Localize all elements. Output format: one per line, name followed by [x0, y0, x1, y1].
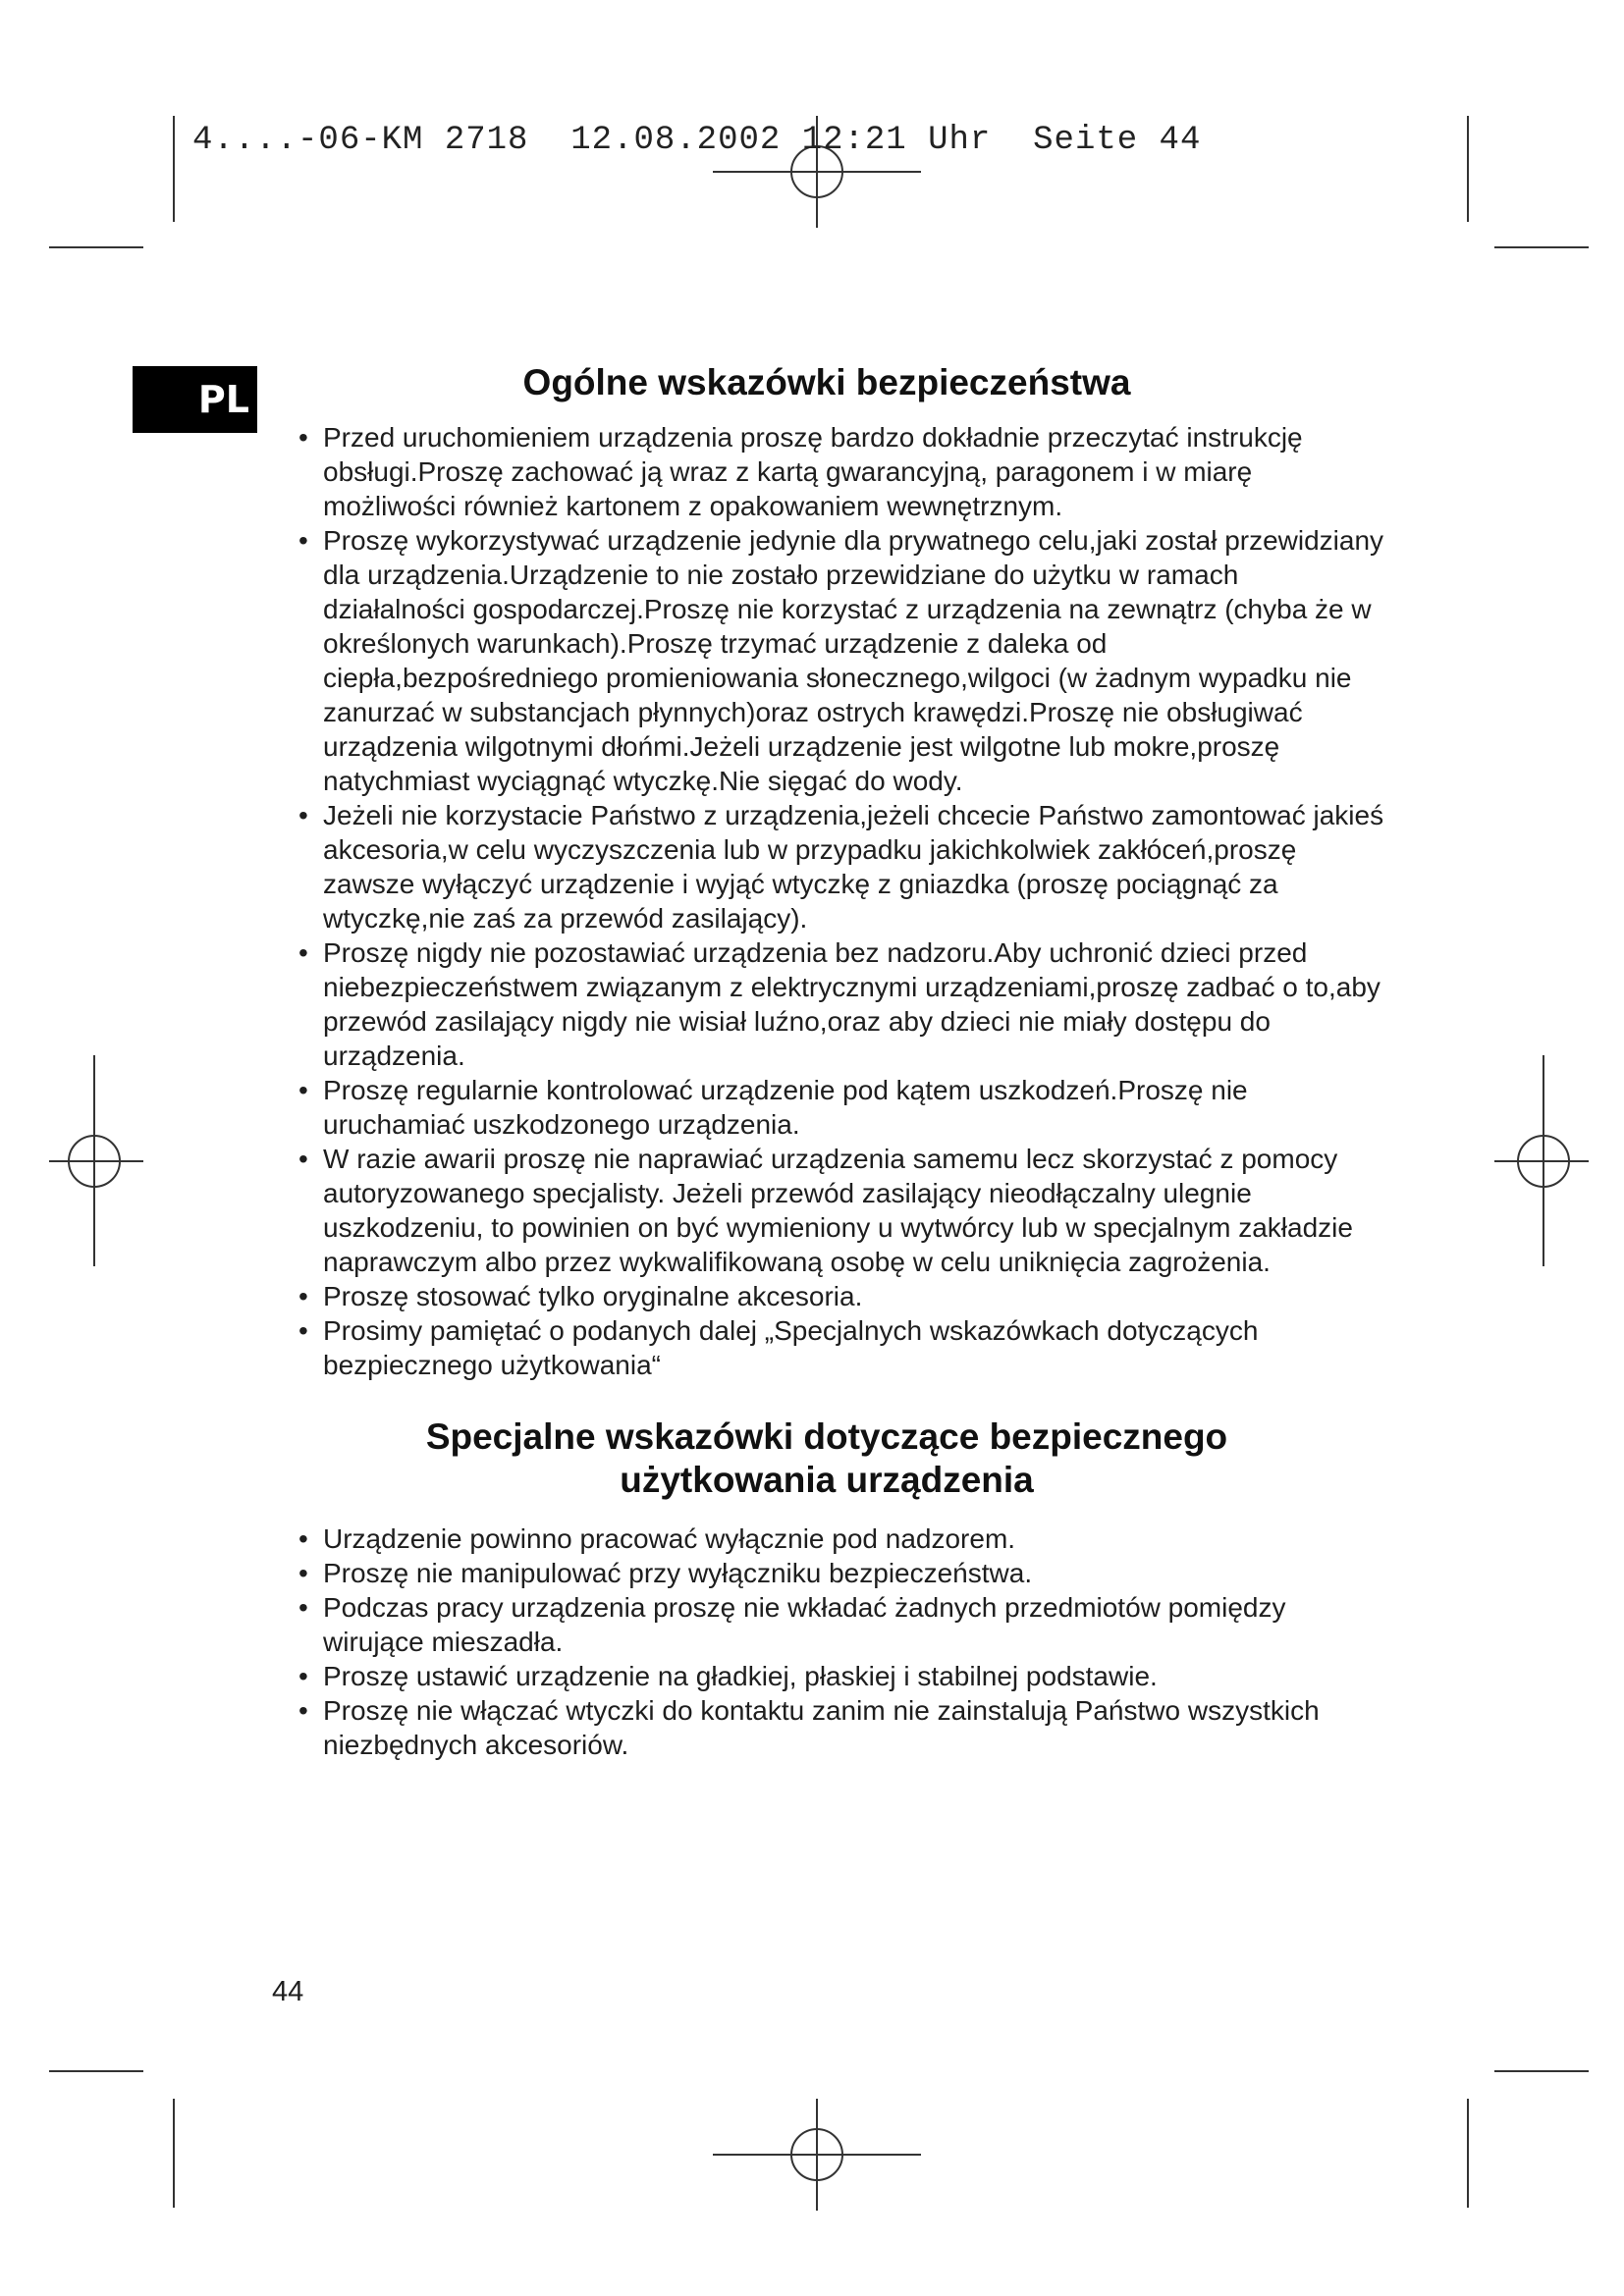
section2-title-line2: użytkowania urządzenia [620, 1460, 1034, 1500]
registration-mark-left [49, 1055, 143, 1266]
print-slug: 4....-06-KM 2718 12.08.2002 12:21 Uhr Seite 44 [192, 122, 1202, 159]
list-item: • Urządzenie powinno pracować wyłącznie pod nadzorem. [267, 1522, 1386, 1556]
list-item: • Prosimy pamiętać o podanych dalej „Specjalnych wskazówkach dotyczących bezpiecznego użytkowania“ [267, 1313, 1386, 1382]
list-item: • Proszę stosować tylko oryginalne akcesoria. [267, 1279, 1386, 1313]
list-item: • Jeżeli nie korzystacie Państwo z urządzenia,jeżeli chcecie Państwo zamontować jakieś akcesoria,w celu wyczyszczenia lub w przypadku jakichkolwiek zakłóceń,proszę zawsze wyłączyć urządzenie i wyjąć wtyczkę z gniazdka (proszę pociągnąć za wtyczkę,nie zaś za przewód zasilający). [267, 798, 1386, 935]
main-content [267, 361, 1386, 1762]
list-item: • Proszę nie włączać wtyczki do kontaktu zanim nie zainstalują Państwo wszystkich niezbędnych akcesoriów. [267, 1693, 1386, 1762]
section1-list [267, 420, 1386, 1382]
section2-title [267, 1415, 1386, 1502]
registration-mark-bottom [713, 2099, 921, 2211]
list-item: • Proszę nigdy nie pozostawiać urządzenia bez nadzoru.Aby uchronić dzieci przed niebezpieczeństwem związanym z elektrycznymi urządzeniami,proszę zadbać o to,aby przewód zasilający nigdy nie wisiał luźno,oraz aby dzieci nie miały dostępu do urządzenia. [267, 935, 1386, 1073]
list-item: • Proszę ustawić urządzenie na gładkiej, płaskiej i stabilnej podstawie. [267, 1659, 1386, 1693]
list-item: • Przed uruchomieniem urządzenia proszę bardzo dokładnie przeczytać instrukcję obsługi.Proszę zachować ją wraz z kartą gwarancyjną, paragonem i w miarę możliwości również kartonem z opakowaniem wewnętrznym. [267, 420, 1386, 523]
list-item: • W razie awarii proszę nie naprawiać urządzenia samemu lecz skorzystać z pomocy autoryzowanego specjalisty. Jeżeli przewód zasilający nieodłączalny ulegnie uszkodzeniu, to powinien on być wymieniony u wytwórcy lub w specjalnym zakładzie naprawczym albo przez wykwalifikowaną osobę w celu uniknięcia zagrożenia. [267, 1142, 1386, 1279]
section1-title: Ogólne wskazówki bezpieczeństwa [522, 362, 1131, 402]
page-number: 44 [272, 1976, 304, 2007]
list-item: • Proszę regularnie kontrolować urządzenie pod kątem uszkodzeń.Proszę nie uruchamiać uszkodzonego urządzenia. [267, 1073, 1386, 1142]
section2-title-line1: Specjalne wskazówki dotyczące bezpiecznego [425, 1416, 1228, 1457]
list-item: • Proszę wykorzystywać urządzenie jedynie dla prywatnego celu,jaki został przewidziany dla urządzenia.Urządzenie to nie zostało przewidziane do użytku w ramach działalności gospodarczej.Proszę nie korzystać z urządzenia na zewnątrz (chyba że w określonych warunkach).Proszę trzymać urządzenie z daleka od ciepła,bezpośredniego promieniowania słonecznego,wilgoci (w żadnym wypadku nie zanurzać w substancjach płynnych)oraz ostrych krawędzi.Proszę nie obsługiwać urządzenia wilgotnymi dłońmi.Jeżeli urządzenie jest wilgotne lub mokre,proszę natychmiast wyciągnąć wtyczkę.Nie sięgać do wody. [267, 523, 1386, 798]
section2-list [267, 1522, 1386, 1762]
list-item: • Podczas pracy urządzenia proszę nie wkładać żadnych przedmiotów pomiędzy wirujące mieszadła. [267, 1590, 1386, 1659]
registration-mark-right [1494, 1055, 1589, 1266]
list-item: • Proszę nie manipulować przy wyłączniku bezpieczeństwa. [267, 1556, 1386, 1590]
language-tab: PL [133, 366, 257, 433]
